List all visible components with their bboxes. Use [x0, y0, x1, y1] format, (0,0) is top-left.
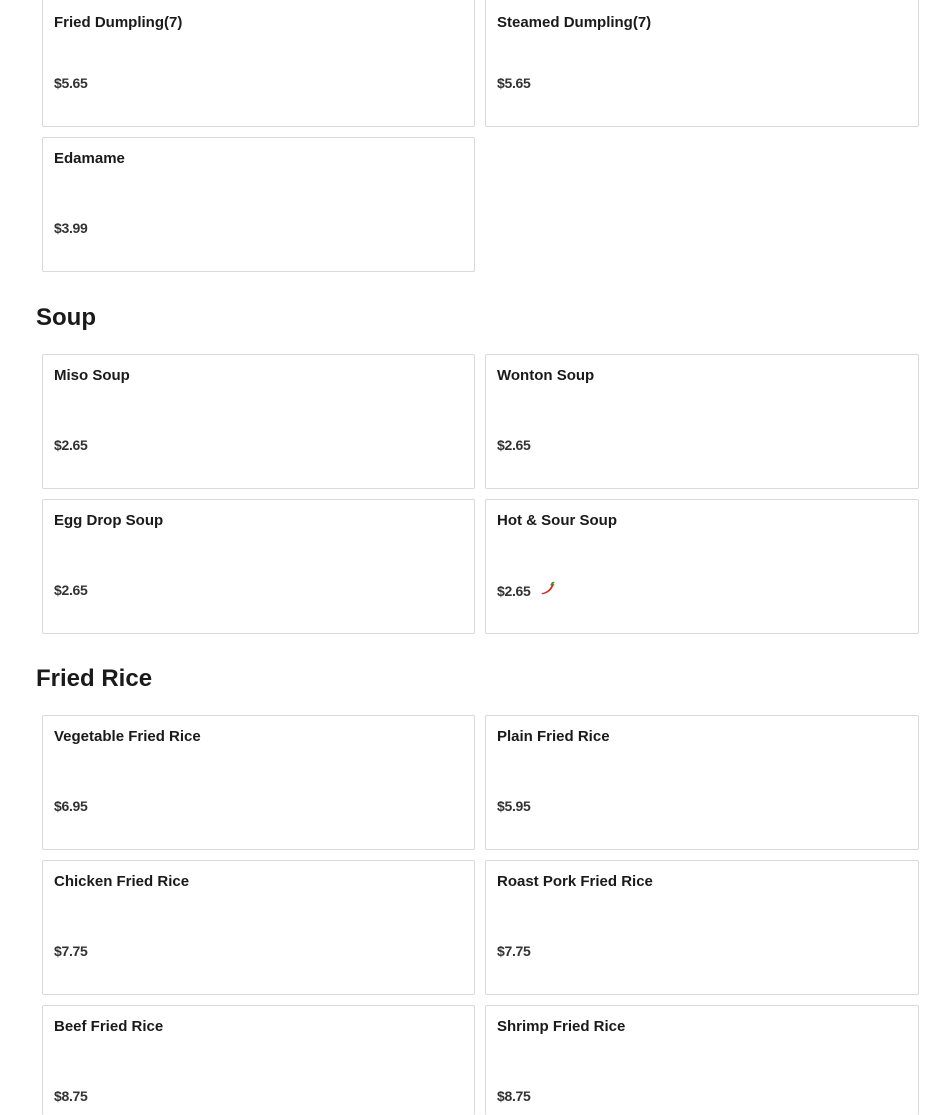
menu-item-price-row: [54, 798, 88, 814]
menu-item-card[interactable]: [42, 499, 475, 634]
menu-item-price: $8.75: [54, 1088, 88, 1104]
menu-item-price: $7.75: [54, 943, 88, 959]
menu-item-price-row: [497, 1088, 531, 1104]
menu-item-price-row: [54, 582, 88, 598]
section-title-fried-rice: Fried Rice: [36, 665, 153, 692]
menu-item-card[interactable]: [42, 354, 475, 489]
menu-item-price-row: [497, 798, 531, 814]
menu-item-name: Plain Fried Rice: [497, 728, 610, 745]
menu-item-price: $6.95: [54, 798, 88, 814]
menu-item-price: $5.65: [54, 75, 88, 91]
menu-item-name: Beef Fried Rice: [54, 1018, 164, 1035]
menu-item-name: Roast Pork Fried Rice: [497, 873, 653, 890]
menu-item-name: Steamed Dumpling(7): [497, 14, 652, 31]
menu-item-price: $5.95: [497, 798, 531, 814]
menu-item-name: Hot & Sour Soup: [497, 512, 617, 529]
chili-pepper-icon: [539, 578, 557, 596]
menu-item-price-row: [54, 437, 88, 453]
menu-item-price-row: [497, 437, 531, 453]
menu-item-card[interactable]: [485, 1005, 919, 1115]
menu-item-price: $2.65: [54, 437, 88, 453]
menu-item-price: $8.75: [497, 1088, 531, 1104]
menu-item-price: $2.65: [497, 583, 531, 599]
menu-item-price-row: [497, 943, 531, 959]
menu-item-price: $2.65: [54, 582, 88, 598]
menu-item-card[interactable]: [42, 137, 475, 272]
menu-item-name: Miso Soup: [54, 367, 130, 384]
menu-item-price: $3.99: [54, 220, 88, 236]
menu-item-price: $2.65: [497, 437, 531, 453]
menu-item-price-row: [54, 220, 88, 236]
menu-item-name: Wonton Soup: [497, 367, 595, 384]
menu-item-name: Edamame: [54, 150, 125, 167]
menu-item-price-row: [54, 75, 88, 91]
menu-item-name: Vegetable Fried Rice: [54, 728, 201, 745]
menu-item-price: $5.65: [497, 75, 531, 91]
menu-item-card[interactable]: [485, 354, 919, 489]
menu-item-card[interactable]: [485, 715, 919, 850]
menu-item-card[interactable]: [485, 860, 919, 995]
menu-item-price: $7.75: [497, 943, 531, 959]
menu-item-name: Shrimp Fried Rice: [497, 1018, 626, 1035]
menu-item-card[interactable]: [42, 1005, 475, 1115]
menu-item-price-row: [54, 943, 88, 959]
menu-item-name: Chicken Fried Rice: [54, 873, 190, 890]
menu-item-card[interactable]: [485, 0, 919, 127]
menu-item-card[interactable]: [42, 860, 475, 995]
menu-item-name: Egg Drop Soup: [54, 512, 164, 529]
menu-item-name: Fried Dumpling(7): [54, 14, 183, 31]
menu-item-card[interactable]: [485, 499, 919, 634]
menu-item-price-row: [54, 1088, 88, 1104]
menu-item-card[interactable]: [42, 715, 475, 850]
menu-item-price-row: [497, 75, 531, 91]
section-title-soup: Soup: [36, 304, 96, 331]
menu-item-price-row: [497, 582, 557, 600]
menu-item-card[interactable]: [42, 0, 475, 127]
